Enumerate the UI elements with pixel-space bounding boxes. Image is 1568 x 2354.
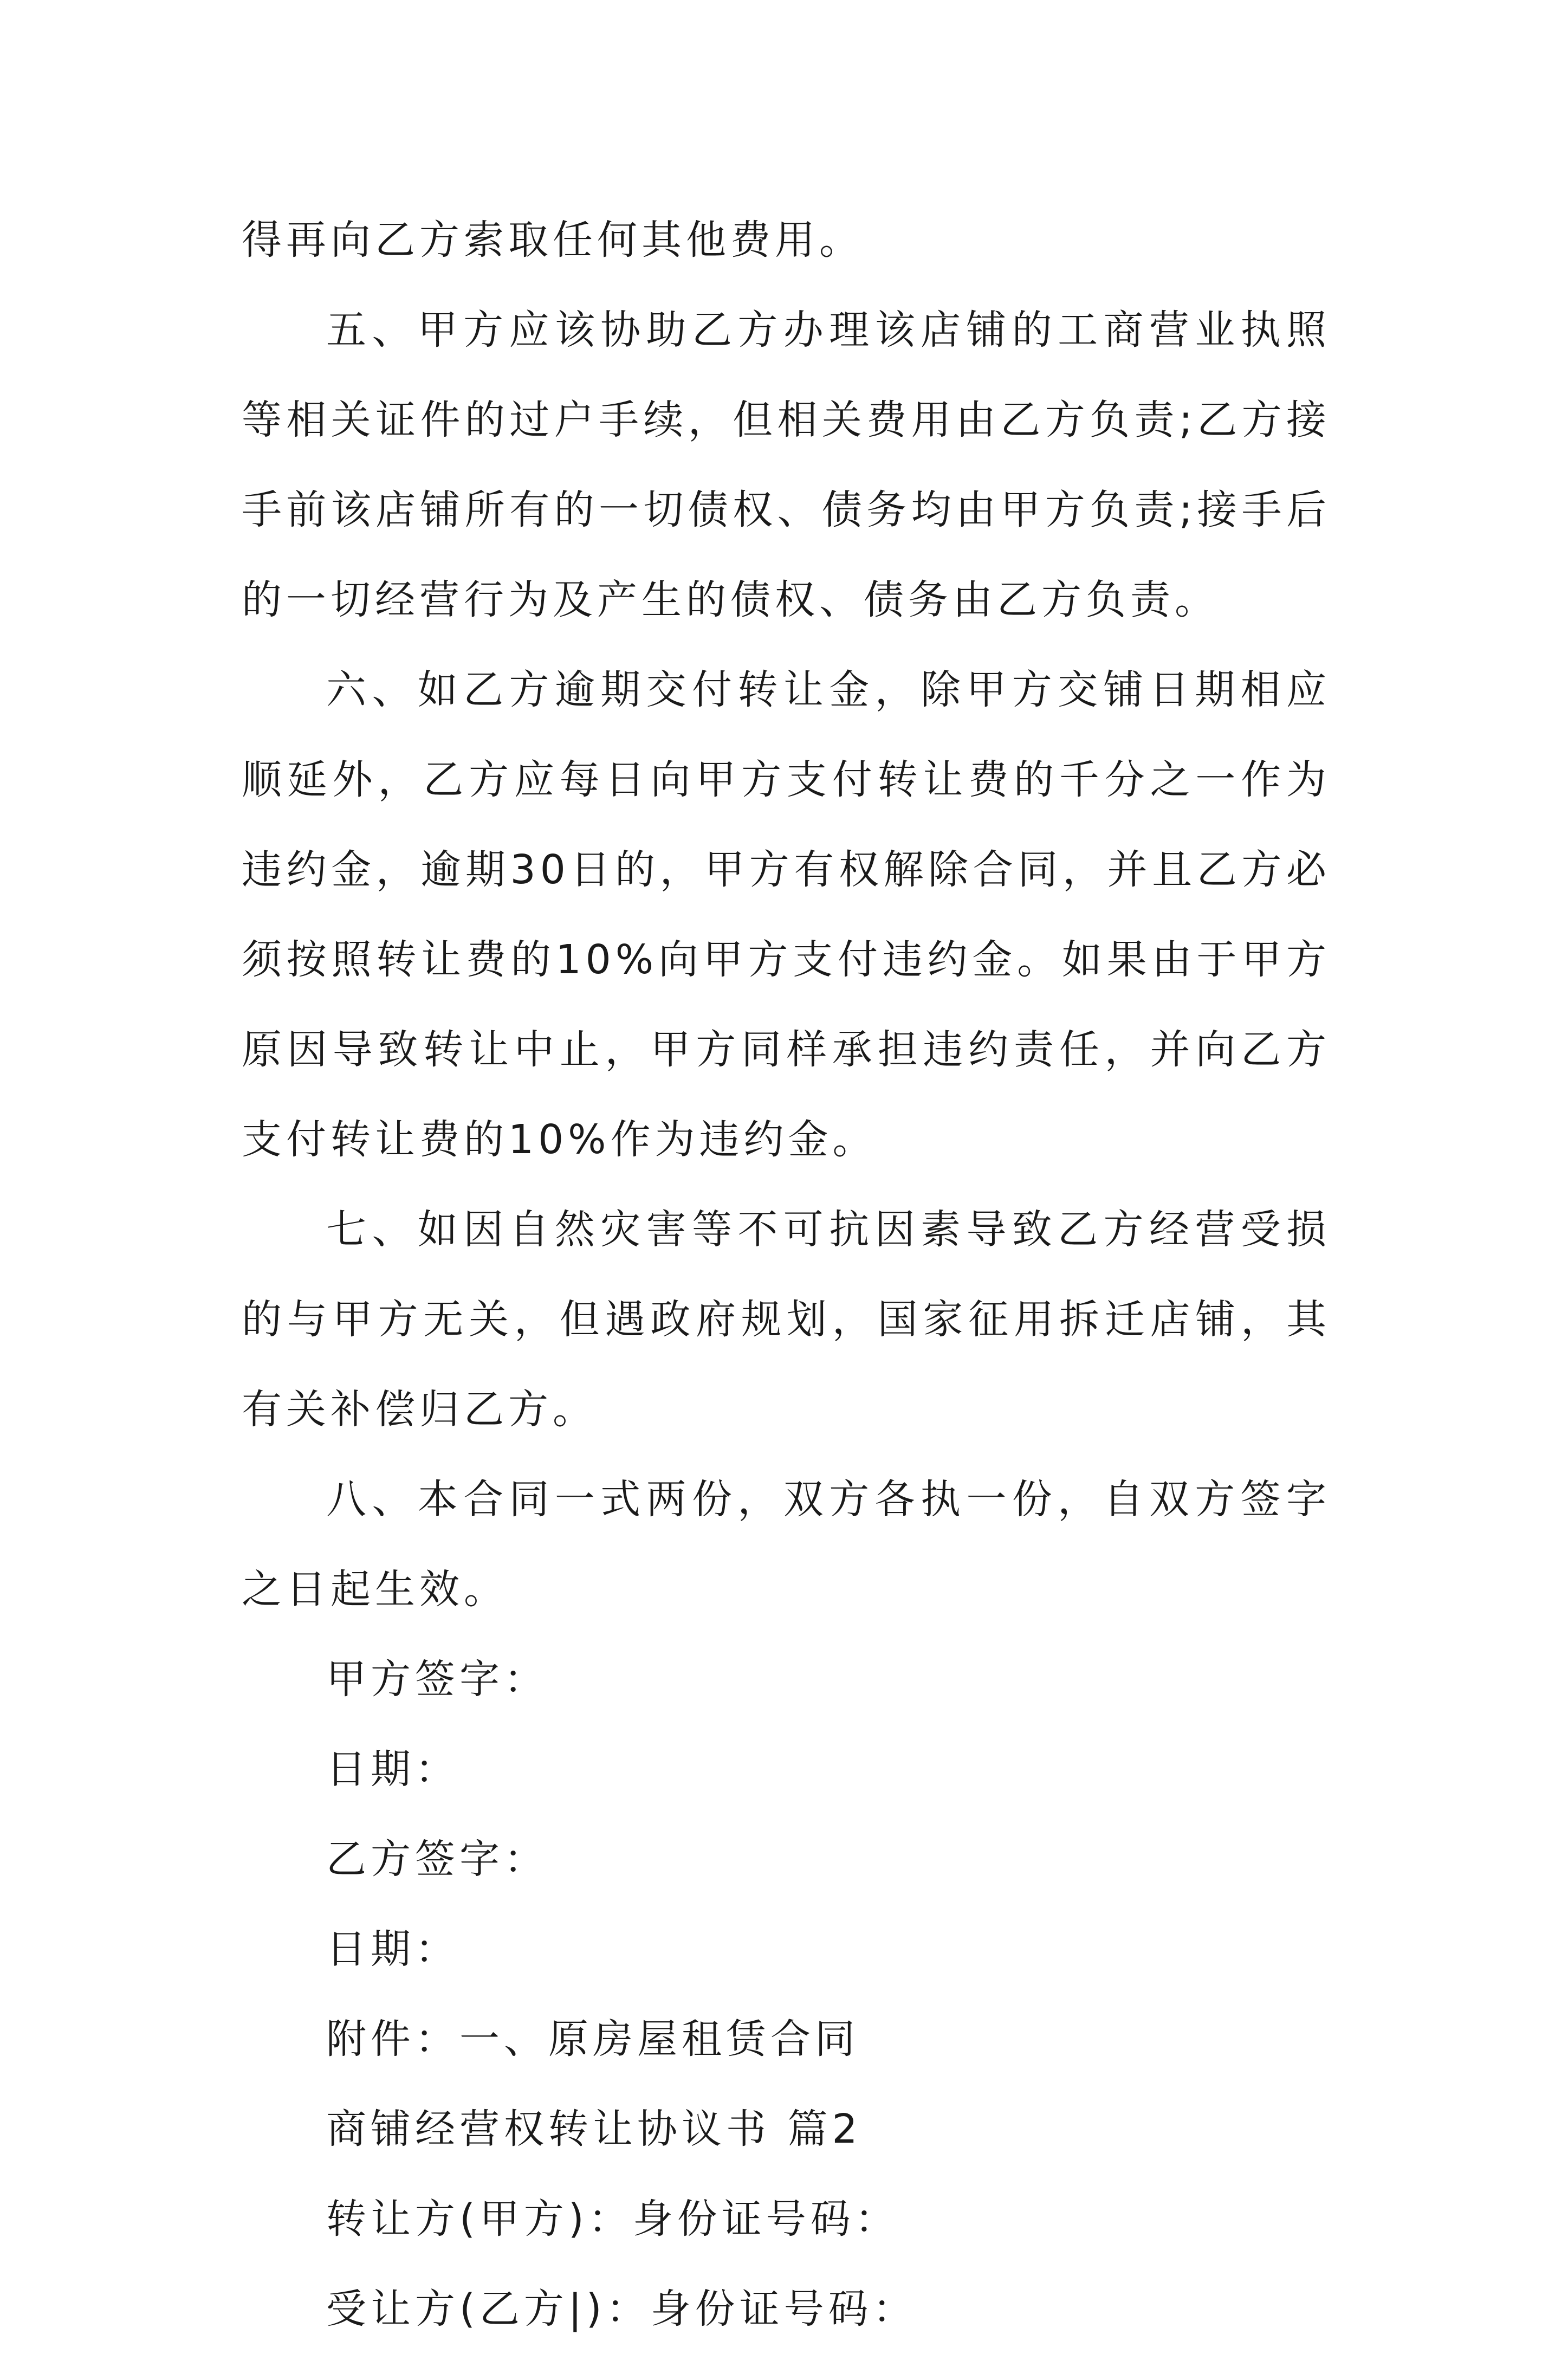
transferor-line: 转让方(甲方)：身份证号码： xyxy=(326,2196,899,2242)
party-b-date-line: 日期： xyxy=(326,1926,459,1973)
document-body xyxy=(242,195,1331,2354)
clause-6: 六、如乙方逾期交付转让金，除甲方交铺日期相应顺延外，乙方应每日向甲方支付转让费的千分之一作为违约金，逾期30日的，甲方有权解除合同，并且乙方必须按照转让费的10%向甲方支付违约金。如果由于甲方原因导致转让中止，甲方同样承担违约责任，并向乙方支付转让费的10%作为违约金。 xyxy=(242,667,1331,1163)
party-a-signature-line: 甲方签字： xyxy=(326,1656,548,1703)
transferee-line: 受让方(乙方|)：身份证号码： xyxy=(326,2286,917,2332)
party-a-date-line: 日期： xyxy=(326,1746,459,1793)
clause-7: 七、如因自然灾害等不可抗因素导致乙方经营受损的与甲方无关，但遇政府规划，国家征用拆迁店铺，其有关补偿归乙方。 xyxy=(242,1206,1331,1433)
paragraph-continuation: 得再向乙方索取任何其他费用。 xyxy=(242,217,864,263)
clause-5: 五、甲方应该协助乙方办理该店铺的工商营业执照等相关证件的过户手续，但相关费用由乙方负责;乙方接手前该店铺所有的一切债权、债务均由甲方负责;接手后的一切经营行为及产生的债权、债务由乙方负责。 xyxy=(242,307,1331,623)
party-b-signature-line: 乙方签字： xyxy=(326,1836,548,1883)
clause-8: 八、本合同一式两份，双方各执一份，自双方签字之日起生效。 xyxy=(242,1476,1331,1613)
section-title: 商铺经营权转让协议书 篇2 xyxy=(326,2106,862,2152)
attachment-line: 附件：一、原房屋租赁合同 xyxy=(326,2016,859,2062)
